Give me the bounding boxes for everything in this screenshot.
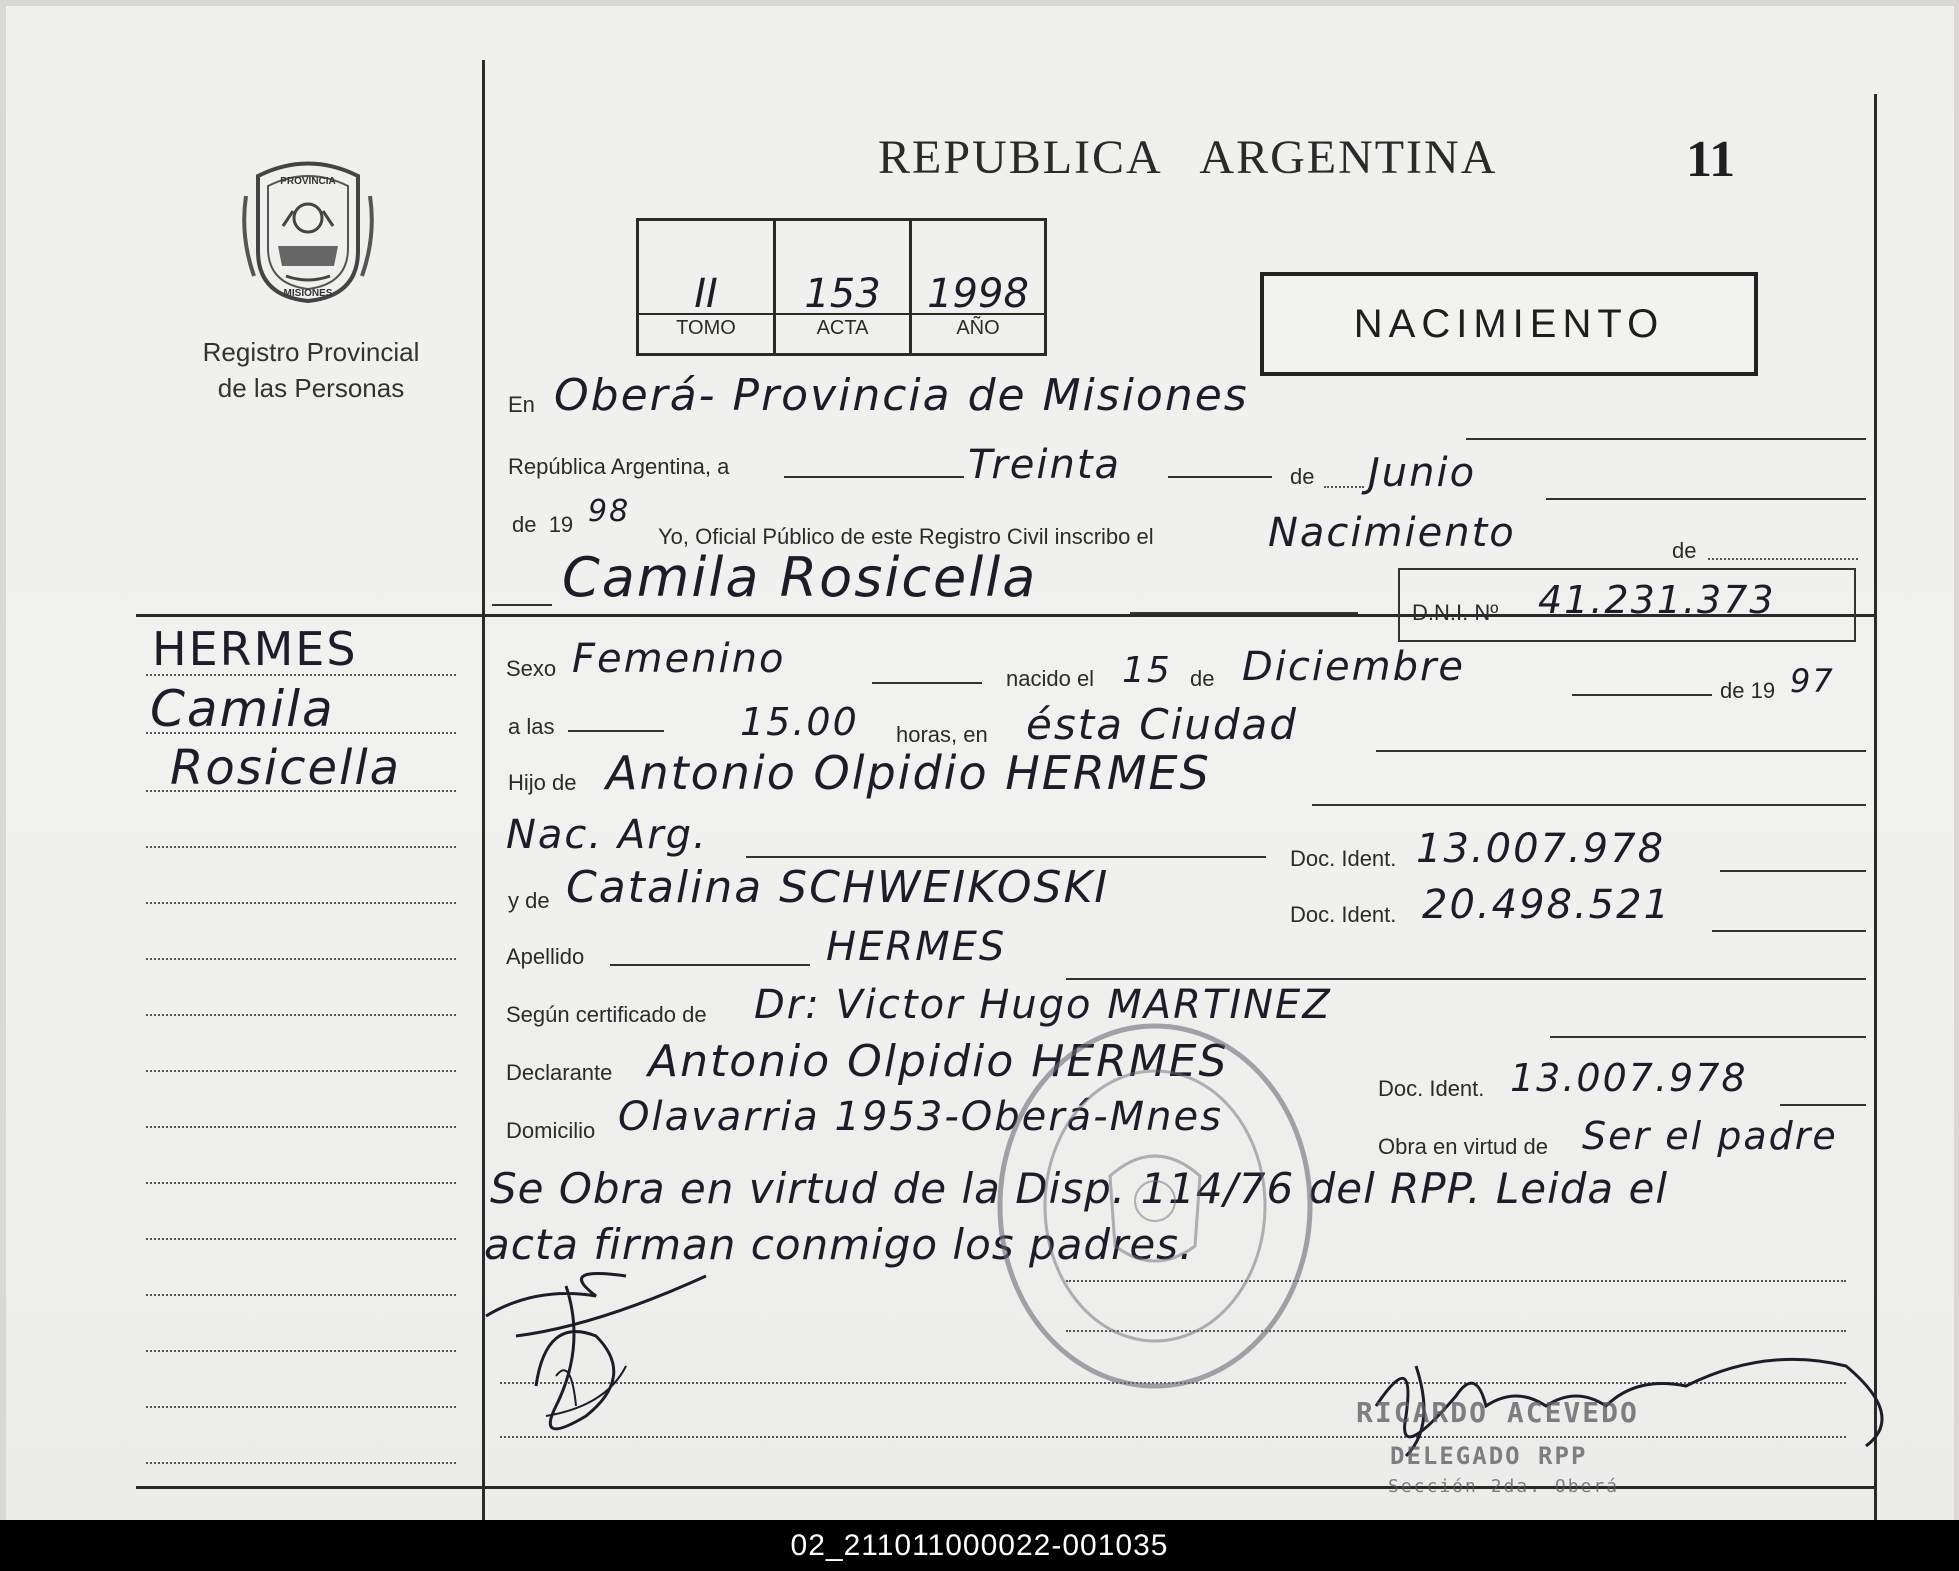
record-index-table	[636, 218, 1047, 356]
madre-doc: 20.498.521	[1422, 882, 1672, 928]
registry-line1: Registro Provincial	[202, 337, 420, 367]
anio-label: AÑO	[956, 317, 1000, 339]
de2-dots	[1708, 558, 1858, 560]
margin-dots-5	[146, 902, 456, 904]
domicilio-label: Domicilio	[506, 1118, 596, 1143]
doc-label-1: Doc. Ident.	[1290, 846, 1397, 871]
sexo-line	[872, 682, 982, 684]
margin-dots-9	[146, 1126, 456, 1128]
signature-stamp-line2: DELEGADO RPP	[1390, 1442, 1588, 1470]
declarante-value: Antonio Olpidio HERMES	[648, 1036, 1229, 1087]
seal-caption-top: PROVINCIA	[280, 176, 336, 187]
signature-stamp-line3: Sección 2da. Oberá	[1388, 1476, 1620, 1497]
tomo-cell	[639, 221, 776, 353]
margin-dots-1	[146, 674, 456, 676]
nacido-year-suffix: 97	[1790, 662, 1835, 700]
tomo-value: II	[694, 271, 718, 317]
hora-value: 15.00	[740, 700, 859, 744]
apellido-value: HERMES	[826, 924, 1007, 970]
margin-dots-2	[146, 732, 456, 734]
certificado-line	[1550, 1036, 1866, 1038]
acta-value: 153	[804, 271, 881, 317]
name-line-post	[1130, 612, 1358, 614]
apellido-line-pre	[610, 964, 810, 966]
lugar-value: ésta Ciudad	[1026, 700, 1298, 749]
name-line-pre	[492, 604, 552, 606]
registry-line2: de las Personas	[217, 373, 405, 403]
hora-line-pre	[568, 730, 664, 732]
nacido-line	[1572, 694, 1712, 696]
padre-doc-line	[1720, 870, 1866, 872]
dni-box	[1398, 568, 1856, 642]
padre-doc: 13.007.978	[1416, 826, 1666, 872]
en-label: En	[508, 392, 535, 417]
republica-label: República Argentina, a	[508, 454, 730, 479]
signature-stamp-line1: RICARDO ACEVEDO	[1356, 1396, 1639, 1429]
padre-value: Antonio Olpidio HERMES	[606, 746, 1211, 800]
day-line-pre	[784, 476, 964, 478]
declarante-doc: 13.007.978	[1510, 1056, 1748, 1100]
segun-label: Según certificado de	[506, 1002, 707, 1027]
acta-label: ACTA	[816, 317, 869, 339]
obra-value: Ser el padre	[1582, 1114, 1838, 1158]
month-line	[1546, 498, 1866, 500]
declarante-doc-line	[1780, 1104, 1866, 1106]
note-line2: acta firman conmigo los padres.	[484, 1220, 1194, 1269]
obra-label: Obra en virtud de	[1378, 1134, 1548, 1159]
margin-dots-13	[146, 1350, 456, 1352]
declarante-label: Declarante	[506, 1060, 613, 1085]
margin-dots-15	[146, 1462, 456, 1464]
margin-line1: HERMES	[152, 622, 358, 676]
child-name: Camila Rosicella	[562, 546, 1038, 609]
month-value: Junio	[1368, 450, 1477, 496]
dni-label: D.N.I. Nº	[1412, 600, 1499, 625]
record-type: NACIMIENTO	[1353, 302, 1665, 346]
nacido-label: nacido el	[1006, 666, 1095, 691]
record-type-box	[1260, 272, 1758, 376]
seal-caption-bottom: MISIONES	[283, 288, 333, 299]
nacido-day: 15	[1122, 650, 1172, 691]
margin-dots-3	[146, 790, 456, 792]
apellido-line	[1066, 978, 1866, 980]
margin-dots-14	[146, 1406, 456, 1408]
page-number: 11	[1686, 131, 1736, 188]
domicilio-value: Olavarria 1953-Oberá-Mnes	[618, 1094, 1223, 1140]
margin-line3: Rosicella	[170, 740, 402, 796]
nac-line	[746, 856, 1266, 858]
doc-label-2: Doc. Ident.	[1290, 902, 1397, 927]
horas-label: horas, en	[896, 722, 988, 747]
de2-label: de	[1672, 538, 1697, 563]
margin-dots-6	[146, 958, 456, 960]
image-code-footer: 02_211011000022-001035	[0, 1520, 1959, 1571]
sexo-label: Sexo	[506, 656, 557, 681]
note-line1: Se Obra en virtud de la Disp. 114/76 del RPP. Leida el	[490, 1164, 1669, 1213]
margin-dots-4	[146, 846, 456, 848]
country-title: REPUBLICA ARGENTINA	[878, 131, 1498, 184]
provincial-coat-of-arms-icon	[238, 156, 378, 306]
anio-cell	[912, 221, 1044, 353]
birth-certificate-page	[6, 6, 1954, 1520]
nacido-month: Diciembre	[1242, 644, 1466, 690]
margin-dots-11	[146, 1238, 456, 1240]
yo-text: Yo, Oficial Público de este Registro Civil inscribo el	[658, 524, 1154, 549]
margin-dots-7	[146, 1014, 456, 1016]
day-value: Treinta	[968, 442, 1122, 488]
tomo-label: TOMO	[676, 317, 736, 339]
registry-caption	[166, 334, 456, 406]
margin-dots-12	[146, 1294, 456, 1296]
padre-line	[1312, 804, 1866, 806]
dni-value: 41.231.373	[1538, 578, 1776, 622]
anio-value: 1998	[927, 271, 1029, 317]
madre-doc-line	[1712, 930, 1866, 932]
madre-value: Catalina SCHWEIKOSKI	[566, 862, 1110, 913]
margin-dots-10	[146, 1182, 456, 1184]
certificado-value: Dr: Victor Hugo MARTINEZ	[754, 982, 1332, 1028]
acta-cell	[776, 221, 912, 353]
sexo-value: Femenino	[572, 636, 786, 682]
margin-line2: Camila	[150, 680, 335, 738]
de3-label: de	[1190, 666, 1215, 691]
margin-dots-8	[146, 1070, 456, 1072]
de19-label: de 19	[512, 512, 574, 537]
en-line	[1466, 438, 1866, 440]
official-seal-icon	[990, 1016, 1320, 1396]
en-value: Oberá- Provincia de Misiones	[554, 370, 1249, 421]
parent-signature-icon	[476, 1256, 776, 1456]
de19b-label: de 19	[1720, 678, 1776, 703]
month-dots	[1324, 486, 1364, 488]
year-suffix: 98	[588, 494, 631, 529]
day-line-post	[1168, 476, 1272, 478]
alas-label: a las	[508, 714, 555, 739]
padre-nac: Nac. Arg.	[506, 812, 708, 858]
de-label: de	[1290, 464, 1315, 489]
right-border	[1874, 94, 1877, 1520]
yde-label: y de	[508, 888, 550, 913]
acto-value: Nacimiento	[1268, 510, 1516, 556]
hijo-label: Hijo de	[508, 770, 577, 795]
lugar-line	[1376, 750, 1866, 752]
doc-label-3: Doc. Ident.	[1378, 1076, 1485, 1101]
apellido-label: Apellido	[506, 944, 585, 969]
